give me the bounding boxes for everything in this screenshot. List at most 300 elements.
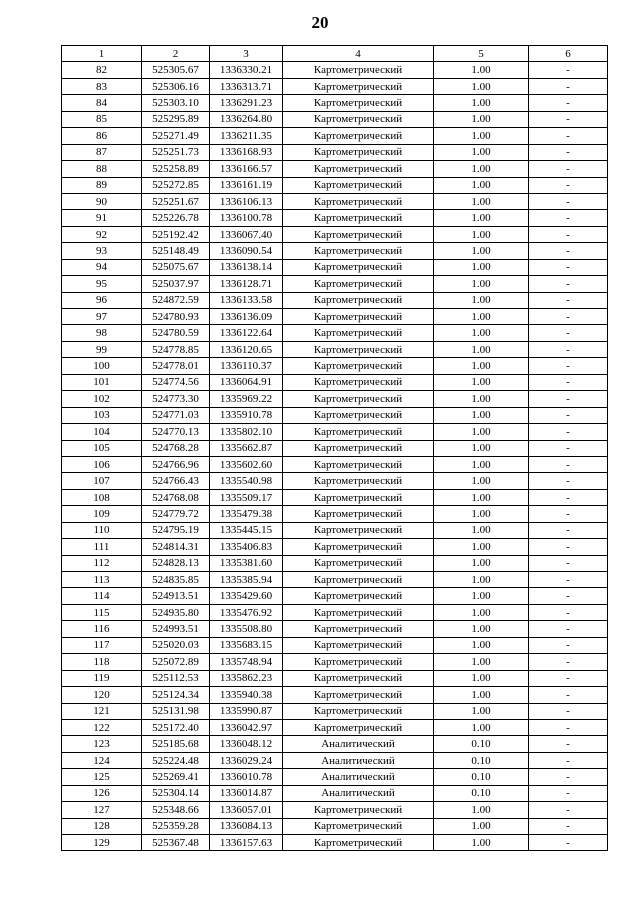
cell-coordinate-x: 525303.10: [142, 95, 210, 111]
cell-point-number: 122: [62, 719, 142, 735]
cell-point-number: 112: [62, 555, 142, 571]
cell-point-number: 90: [62, 193, 142, 209]
cell-coordinate-x: 525124.34: [142, 687, 210, 703]
cell-method: Картометрический: [283, 62, 434, 78]
table-row: [62, 719, 608, 735]
cell-accuracy: 1.00: [434, 374, 529, 390]
cell-method: Картометрический: [283, 144, 434, 160]
table-row: [62, 374, 608, 390]
cell-point-number: 92: [62, 226, 142, 242]
cell-point-number: 110: [62, 522, 142, 538]
cell-description: -: [529, 259, 608, 275]
cell-coordinate-y: 1335508.80: [210, 621, 283, 637]
cell-description: -: [529, 210, 608, 226]
cell-accuracy: 1.00: [434, 95, 529, 111]
cell-coordinate-x: 524766.96: [142, 456, 210, 472]
cell-description: -: [529, 637, 608, 653]
table-row: [62, 78, 608, 94]
cell-coordinate-x: 524993.51: [142, 621, 210, 637]
cell-description: -: [529, 161, 608, 177]
cell-point-number: 89: [62, 177, 142, 193]
cell-description: -: [529, 802, 608, 818]
cell-description: -: [529, 95, 608, 111]
cell-method: Картометрический: [283, 358, 434, 374]
table-row: [62, 736, 608, 752]
cell-method: Картометрический: [283, 637, 434, 653]
cell-method: Аналитический: [283, 736, 434, 752]
cell-coordinate-y: 1335940.38: [210, 687, 283, 703]
cell-coordinate-y: 1335602.60: [210, 456, 283, 472]
cell-coordinate-y: 1336106.13: [210, 193, 283, 209]
cell-coordinate-x: 525306.16: [142, 78, 210, 94]
cell-description: -: [529, 78, 608, 94]
cell-accuracy: 1.00: [434, 473, 529, 489]
cell-method: Картометрический: [283, 588, 434, 604]
table-row: [62, 259, 608, 275]
cell-coordinate-y: 1335385.94: [210, 572, 283, 588]
table-row: [62, 128, 608, 144]
cell-point-number: 82: [62, 62, 142, 78]
cell-point-number: 85: [62, 111, 142, 127]
cell-method: Картометрический: [283, 506, 434, 522]
cell-method: Картометрический: [283, 719, 434, 735]
cell-coordinate-y: 1336048.12: [210, 736, 283, 752]
cell-method: Картометрический: [283, 276, 434, 292]
cell-coordinate-x: 525258.89: [142, 161, 210, 177]
cell-description: -: [529, 424, 608, 440]
cell-method: Картометрический: [283, 621, 434, 637]
cell-accuracy: 1.00: [434, 802, 529, 818]
cell-coordinate-y: 1335910.78: [210, 407, 283, 423]
table-row: [62, 111, 608, 127]
cell-accuracy: 1.00: [434, 62, 529, 78]
table-row: [62, 391, 608, 407]
cell-accuracy: 0.10: [434, 785, 529, 801]
cell-coordinate-y: 1335862.23: [210, 670, 283, 686]
cell-method: Картометрический: [283, 292, 434, 308]
cell-point-number: 94: [62, 259, 142, 275]
cell-description: -: [529, 572, 608, 588]
cell-method: Картометрический: [283, 210, 434, 226]
cell-accuracy: 1.00: [434, 161, 529, 177]
cell-accuracy: 1.00: [434, 424, 529, 440]
cell-method: Картометрический: [283, 604, 434, 620]
cell-method: Картометрический: [283, 78, 434, 94]
cell-coordinate-x: 524780.59: [142, 325, 210, 341]
table-row: [62, 193, 608, 209]
table-body: [62, 62, 608, 851]
column-header-6: 6: [529, 46, 608, 62]
cell-accuracy: 1.00: [434, 276, 529, 292]
cell-point-number: 124: [62, 752, 142, 768]
cell-coordinate-y: 1336010.78: [210, 769, 283, 785]
table-row: [62, 424, 608, 440]
cell-method: Картометрический: [283, 539, 434, 555]
cell-method: Картометрический: [283, 522, 434, 538]
cell-point-number: 101: [62, 374, 142, 390]
cell-coordinate-x: 524778.01: [142, 358, 210, 374]
cell-description: -: [529, 440, 608, 456]
cell-accuracy: 1.00: [434, 456, 529, 472]
cell-method: Картометрический: [283, 670, 434, 686]
table-row: [62, 309, 608, 325]
table-row: [62, 456, 608, 472]
cell-point-number: 109: [62, 506, 142, 522]
cell-point-number: 86: [62, 128, 142, 144]
cell-coordinate-x: 524872.59: [142, 292, 210, 308]
column-header-1: 1: [62, 46, 142, 62]
cell-description: -: [529, 226, 608, 242]
cell-point-number: 128: [62, 818, 142, 834]
cell-method: Картометрический: [283, 111, 434, 127]
cell-coordinate-x: 524780.93: [142, 309, 210, 325]
cell-method: Картометрический: [283, 572, 434, 588]
cell-accuracy: 1.00: [434, 210, 529, 226]
column-header-2: 2: [142, 46, 210, 62]
table-row: [62, 210, 608, 226]
cell-description: -: [529, 835, 608, 851]
cell-point-number: 95: [62, 276, 142, 292]
cell-point-number: 129: [62, 835, 142, 851]
cell-method: Картометрический: [283, 407, 434, 423]
cell-coordinate-x: 525185.68: [142, 736, 210, 752]
table-row: [62, 161, 608, 177]
cell-method: Картометрический: [283, 424, 434, 440]
cell-accuracy: 1.00: [434, 621, 529, 637]
cell-method: Картометрический: [283, 325, 434, 341]
cell-coordinate-x: 525348.66: [142, 802, 210, 818]
cell-description: -: [529, 752, 608, 768]
cell-coordinate-y: 1336168.93: [210, 144, 283, 160]
cell-coordinate-y: 1335990.87: [210, 703, 283, 719]
cell-method: Картометрический: [283, 489, 434, 505]
cell-point-number: 98: [62, 325, 142, 341]
cell-description: -: [529, 407, 608, 423]
page-number: 20: [311, 13, 329, 32]
cell-description: -: [529, 506, 608, 522]
cell-method: Картометрический: [283, 473, 434, 489]
column-header-4: 4: [283, 46, 434, 62]
cell-description: -: [529, 325, 608, 341]
cell-coordinate-x: 525192.42: [142, 226, 210, 242]
cell-accuracy: 1.00: [434, 654, 529, 670]
table-row: [62, 588, 608, 604]
cell-method: Картометрический: [283, 835, 434, 851]
cell-method: Картометрический: [283, 226, 434, 242]
cell-accuracy: 1.00: [434, 489, 529, 505]
cell-coordinate-x: 525305.67: [142, 62, 210, 78]
cell-point-number: 88: [62, 161, 142, 177]
table-row: [62, 95, 608, 111]
table-row: [62, 276, 608, 292]
table-row: [62, 506, 608, 522]
cell-coordinate-y: 1335683.15: [210, 637, 283, 653]
table-row: [62, 752, 608, 768]
cell-description: -: [529, 144, 608, 160]
cell-accuracy: 1.00: [434, 292, 529, 308]
cell-point-number: 100: [62, 358, 142, 374]
cell-coordinate-y: 1336084.13: [210, 818, 283, 834]
cell-coordinate-y: 1336330.21: [210, 62, 283, 78]
cell-method: Картометрический: [283, 309, 434, 325]
cell-point-number: 111: [62, 539, 142, 555]
cell-description: -: [529, 604, 608, 620]
cell-description: -: [529, 588, 608, 604]
cell-coordinate-y: 1336090.54: [210, 243, 283, 259]
cell-accuracy: 1.00: [434, 572, 529, 588]
cell-accuracy: 1.00: [434, 128, 529, 144]
header-row: [62, 46, 608, 62]
cell-coordinate-y: 1336042.97: [210, 719, 283, 735]
cell-method: Картометрический: [283, 193, 434, 209]
cell-accuracy: 1.00: [434, 341, 529, 357]
cell-description: -: [529, 736, 608, 752]
cell-coordinate-y: 1336133.58: [210, 292, 283, 308]
cell-description: -: [529, 703, 608, 719]
cell-coordinate-y: 1336291.23: [210, 95, 283, 111]
table-row: [62, 539, 608, 555]
cell-method: Картометрический: [283, 128, 434, 144]
cell-coordinate-y: 1335802.10: [210, 424, 283, 440]
cell-description: -: [529, 391, 608, 407]
table-row: [62, 604, 608, 620]
cell-description: -: [529, 654, 608, 670]
cell-point-number: 115: [62, 604, 142, 620]
cell-method: Картометрический: [283, 456, 434, 472]
column-header-3: 3: [210, 46, 283, 62]
cell-coordinate-x: 524795.19: [142, 522, 210, 538]
table-row: [62, 358, 608, 374]
cell-method: Картометрический: [283, 177, 434, 193]
table-row: [62, 243, 608, 259]
cell-method: Аналитический: [283, 785, 434, 801]
cell-accuracy: 1.00: [434, 818, 529, 834]
table-row: [62, 325, 608, 341]
cell-coordinate-y: 1336136.09: [210, 309, 283, 325]
cell-description: -: [529, 818, 608, 834]
cell-accuracy: 1.00: [434, 539, 529, 555]
cell-coordinate-x: 525072.89: [142, 654, 210, 670]
cell-point-number: 123: [62, 736, 142, 752]
cell-coordinate-x: 525037.97: [142, 276, 210, 292]
cell-coordinate-y: 1336313.71: [210, 78, 283, 94]
cell-accuracy: 0.10: [434, 769, 529, 785]
column-header-5: 5: [434, 46, 529, 62]
cell-method: Картометрический: [283, 818, 434, 834]
table-row: [62, 407, 608, 423]
cell-point-number: 127: [62, 802, 142, 818]
cell-point-number: 99: [62, 341, 142, 357]
cell-coordinate-x: 524773.30: [142, 391, 210, 407]
cell-point-number: 113: [62, 572, 142, 588]
cell-method: Картометрический: [283, 95, 434, 111]
cell-coordinate-y: 1336057.01: [210, 802, 283, 818]
cell-coordinate-x: 525269.41: [142, 769, 210, 785]
cell-description: -: [529, 473, 608, 489]
cell-coordinate-y: 1335381.60: [210, 555, 283, 571]
cell-accuracy: 1.00: [434, 309, 529, 325]
cell-coordinate-x: 525272.85: [142, 177, 210, 193]
cell-accuracy: 1.00: [434, 637, 529, 653]
cell-description: -: [529, 719, 608, 735]
cell-coordinate-y: 1336122.64: [210, 325, 283, 341]
table-row: [62, 654, 608, 670]
cell-description: -: [529, 374, 608, 390]
cell-coordinate-x: 525271.49: [142, 128, 210, 144]
table-row: [62, 835, 608, 851]
cell-coordinate-y: 1335406.83: [210, 539, 283, 555]
table-row: [62, 62, 608, 78]
cell-accuracy: 1.00: [434, 177, 529, 193]
cell-coordinate-y: 1335445.15: [210, 522, 283, 538]
cell-accuracy: 1.00: [434, 670, 529, 686]
cell-coordinate-x: 524814.31: [142, 539, 210, 555]
cell-point-number: 117: [62, 637, 142, 653]
cell-accuracy: 1.00: [434, 226, 529, 242]
cell-description: -: [529, 489, 608, 505]
table-row: [62, 687, 608, 703]
cell-method: Картометрический: [283, 555, 434, 571]
cell-point-number: 106: [62, 456, 142, 472]
cell-coordinate-x: 525020.03: [142, 637, 210, 653]
cell-description: -: [529, 243, 608, 259]
cell-description: -: [529, 456, 608, 472]
cell-coordinate-x: 524778.85: [142, 341, 210, 357]
cell-coordinate-y: 1336128.71: [210, 276, 283, 292]
cell-method: Картометрический: [283, 703, 434, 719]
table-row: [62, 177, 608, 193]
cell-method: Аналитический: [283, 769, 434, 785]
cell-description: -: [529, 309, 608, 325]
cell-coordinate-x: 525075.67: [142, 259, 210, 275]
cell-description: -: [529, 687, 608, 703]
cell-coordinate-y: 1335540.98: [210, 473, 283, 489]
cell-method: Картометрический: [283, 161, 434, 177]
cell-coordinate-y: 1335748.94: [210, 654, 283, 670]
cell-accuracy: 1.00: [434, 407, 529, 423]
cell-coordinate-x: 525295.89: [142, 111, 210, 127]
cell-coordinate-x: 524768.08: [142, 489, 210, 505]
cell-accuracy: 1.00: [434, 259, 529, 275]
cell-coordinate-x: 524766.43: [142, 473, 210, 489]
cell-coordinate-x: 525251.67: [142, 193, 210, 209]
coordinates-table: [61, 45, 608, 851]
cell-point-number: 125: [62, 769, 142, 785]
cell-coordinate-y: 1336064.91: [210, 374, 283, 390]
table-row: [62, 522, 608, 538]
cell-accuracy: 1.00: [434, 506, 529, 522]
cell-coordinate-x: 525226.78: [142, 210, 210, 226]
cell-point-number: 116: [62, 621, 142, 637]
cell-accuracy: 1.00: [434, 719, 529, 735]
cell-point-number: 108: [62, 489, 142, 505]
cell-coordinate-y: 1335476.92: [210, 604, 283, 620]
table-row: [62, 621, 608, 637]
table-row: [62, 572, 608, 588]
cell-method: Картометрический: [283, 687, 434, 703]
cell-coordinate-x: 524771.03: [142, 407, 210, 423]
cell-coordinate-y: 1335479.38: [210, 506, 283, 522]
cell-accuracy: 1.00: [434, 243, 529, 259]
table-row: [62, 489, 608, 505]
cell-description: -: [529, 292, 608, 308]
table-row: [62, 440, 608, 456]
cell-description: -: [529, 555, 608, 571]
cell-coordinate-y: 1336100.78: [210, 210, 283, 226]
cell-method: Картометрический: [283, 243, 434, 259]
cell-coordinate-y: 1336014.87: [210, 785, 283, 801]
cell-accuracy: 1.00: [434, 555, 529, 571]
cell-accuracy: 0.10: [434, 752, 529, 768]
cell-coordinate-y: 1336166.57: [210, 161, 283, 177]
cell-description: -: [529, 358, 608, 374]
cell-point-number: 87: [62, 144, 142, 160]
cell-accuracy: 1.00: [434, 325, 529, 341]
cell-point-number: 91: [62, 210, 142, 226]
cell-description: -: [529, 785, 608, 801]
cell-method: Картометрический: [283, 391, 434, 407]
table-row: [62, 637, 608, 653]
cell-point-number: 121: [62, 703, 142, 719]
cell-coordinate-y: 1335429.60: [210, 588, 283, 604]
cell-coordinate-y: 1335969.22: [210, 391, 283, 407]
cell-coordinate-y: 1336157.63: [210, 835, 283, 851]
cell-point-number: 120: [62, 687, 142, 703]
cell-accuracy: 1.00: [434, 193, 529, 209]
cell-coordinate-x: 524768.28: [142, 440, 210, 456]
cell-coordinate-x: 525112.53: [142, 670, 210, 686]
cell-description: -: [529, 769, 608, 785]
table-row: [62, 555, 608, 571]
table-row: [62, 785, 608, 801]
cell-description: -: [529, 539, 608, 555]
cell-coordinate-x: 525251.73: [142, 144, 210, 160]
cell-accuracy: 1.00: [434, 144, 529, 160]
cell-coordinate-x: 524828.13: [142, 555, 210, 571]
cell-point-number: 107: [62, 473, 142, 489]
cell-method: Картометрический: [283, 802, 434, 818]
cell-coordinate-y: 1336029.24: [210, 752, 283, 768]
table-row: [62, 341, 608, 357]
cell-coordinate-y: 1336161.19: [210, 177, 283, 193]
cell-point-number: 97: [62, 309, 142, 325]
cell-accuracy: 1.00: [434, 588, 529, 604]
cell-point-number: 102: [62, 391, 142, 407]
cell-accuracy: 1.00: [434, 604, 529, 620]
table-row: [62, 473, 608, 489]
cell-description: -: [529, 62, 608, 78]
cell-accuracy: 1.00: [434, 78, 529, 94]
cell-point-number: 126: [62, 785, 142, 801]
table-header: [62, 46, 608, 62]
cell-coordinate-x: 524935.80: [142, 604, 210, 620]
cell-accuracy: 1.00: [434, 391, 529, 407]
cell-coordinate-x: 525148.49: [142, 243, 210, 259]
table-row: [62, 292, 608, 308]
cell-coordinate-x: 524770.13: [142, 424, 210, 440]
cell-point-number: 105: [62, 440, 142, 456]
cell-accuracy: 1.00: [434, 687, 529, 703]
cell-coordinate-x: 525131.98: [142, 703, 210, 719]
cell-description: -: [529, 621, 608, 637]
cell-accuracy: 1.00: [434, 522, 529, 538]
cell-description: -: [529, 111, 608, 127]
cell-coordinate-x: 524779.72: [142, 506, 210, 522]
cell-method: Аналитический: [283, 752, 434, 768]
cell-accuracy: 1.00: [434, 835, 529, 851]
cell-method: Картометрический: [283, 259, 434, 275]
cell-coordinate-x: 524835.85: [142, 572, 210, 588]
